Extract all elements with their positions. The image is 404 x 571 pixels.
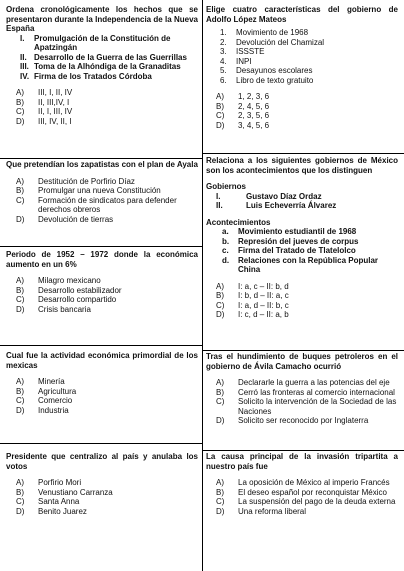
section-heading: Acontecimientos [206,217,271,227]
list-item: II. Luis Echeverría Álvarez [216,201,337,210]
answer-option[interactable]: C) 2, 3, 5, 6 [216,111,270,120]
answer-option[interactable]: B) Desarrollo estabilizador [16,285,122,295]
question-title: Ordena cronológicamente los hechos que se presentaron durante la Independencia de la Nueva España [6,5,198,33]
question-2 [6,160,198,224]
answer-option[interactable]: C) La suspensión del pago de la deuda externa [216,497,396,506]
answer-option[interactable]: A) Milagro mexicano [16,276,101,285]
list-item: III. Toma de la Alhóndiga de la Granaditas [20,62,181,71]
answer-option[interactable]: D) Crisis bancaria [16,304,91,314]
column-divider [202,0,203,571]
answer-option[interactable]: C) Formación de sindicatos para defender derechos obreros [16,195,177,214]
list-item: 6. Libro de texto gratuito [220,75,314,85]
question-1 [6,5,198,126]
answer-option[interactable]: A) Minería [16,377,65,386]
answer-option[interactable]: A) 1, 2, 3, 6 [216,92,270,101]
answer-option[interactable]: C) Comercio [16,396,73,405]
answer-option[interactable]: C) Desarrollo compartido [16,295,117,304]
list-item: 4. INPI [220,56,252,66]
answer-option[interactable]: D) Devolución de tierras [16,214,114,224]
list-item: 2. Devolución del Chamizal [220,37,325,47]
question-title: Tras el hundimiento de buques petroleros en el gobierno de Ávila Camacho ocurrió [206,352,398,371]
list-item: b. Represión del jueves de corpus [222,236,359,246]
answer-option[interactable]: B) II, III,IV, I [16,97,70,107]
answer-option[interactable]: D) Solicito ser reconocido por Inglaterra [216,416,369,425]
answer-option[interactable]: A) Declararle la guerra a las potencias del eje [216,378,390,387]
answer-option[interactable]: D) Una reforma liberal [216,506,307,516]
answer-option[interactable]: D) Industria [16,405,69,415]
list-item: c. Firma del Tratado de Tlatelolco [222,246,356,255]
answer-option[interactable]: B) Agricultura [16,386,77,396]
answer-option[interactable]: B) Promulgar una nueva Constitución [16,186,161,195]
question-5 [6,452,198,516]
divider [202,350,404,351]
divider [0,443,202,444]
answer-option[interactable]: D) 3, 4, 5, 6 [216,120,270,130]
divider [0,158,202,159]
question-6 [206,5,398,130]
divider [0,345,202,346]
answer-option[interactable]: A) III, I, II, IV [16,88,73,97]
answer-option[interactable]: B) I: b, d – II: a, c [216,291,289,300]
answer-option[interactable]: A) Destitución de Porfirio Díaz [16,176,135,186]
list-item: a. Movimiento estudiantil de 1968 [222,227,357,236]
list-item: IV. Firma de los Tratados Córdoba [20,71,152,81]
question-title: Presidente que centralizo al país y anulaba los votos [6,452,198,471]
question-9 [206,452,398,516]
answer-option[interactable]: B) El deseo español por reconquistar México [216,487,387,497]
answer-option[interactable]: C) Solicito la intervención de la Sociedad de las Naciones [216,397,397,416]
answer-option[interactable]: A) La oposición de México al imperio Francés [216,478,390,487]
question-3 [6,250,198,314]
list-item: 5. Desayunos escolares [220,66,313,75]
divider [0,246,202,247]
answer-option[interactable]: C) II, I, III, IV [16,107,73,116]
answer-option[interactable]: C) I: a, d – II: b, c [216,300,289,310]
answer-option[interactable]: D) I: c, d – II: a, b [216,310,289,319]
question-title: Periodo de 1952 – 1972 donde la económica aumento en un 6% [6,250,198,269]
answer-option[interactable]: D) III, IV, II, I [16,116,72,126]
list-item: 1. Movimiento de 1968 [220,28,309,37]
divider [202,450,404,451]
question-title: Cual fue la actividad económica primordial de los mexicas [6,351,198,370]
question-7 [206,156,398,320]
question-title: Relaciona a los siguientes gobiernos de México son los acontecimientos que los distinguen [206,156,398,175]
answer-option[interactable]: B) Cerró las fronteras al comercio internacional [216,387,395,397]
question-8 [206,352,398,426]
question-title: La causa principal de la invasión tripartita a nuestro país fue [206,452,398,471]
section-heading: Gobiernos [206,182,247,191]
question-title: Que pretendían los zapatistas con el plan de Ayala [6,160,198,169]
question-title: Elige cuatro características del gobierno de Adolfo López Mateos [206,5,398,24]
answer-option[interactable]: D) Benito Juarez [16,506,87,516]
answer-option[interactable]: C) Santa Anna [16,497,80,506]
list-item: I. Gustavo Díaz Ordaz [216,191,322,201]
list-item: 3. ISSSTE [220,47,265,56]
question-4 [6,351,198,415]
list-item: II. Desarrollo de la Guerra de las Guerrillas [20,52,187,62]
list-item: I. Promulgación de la Constitución de Apatzingán [20,33,171,52]
answer-option[interactable]: A) I: a, c – II: b, d [216,281,289,291]
answer-option[interactable]: A) Porfirio Mori [16,478,82,487]
list-item: d. Relaciones con la República Popular China [222,255,379,274]
answer-option[interactable]: B) Venustiano Carranza [16,487,113,497]
answer-option[interactable]: B) 2, 4, 5, 6 [216,101,270,111]
divider [202,153,404,154]
